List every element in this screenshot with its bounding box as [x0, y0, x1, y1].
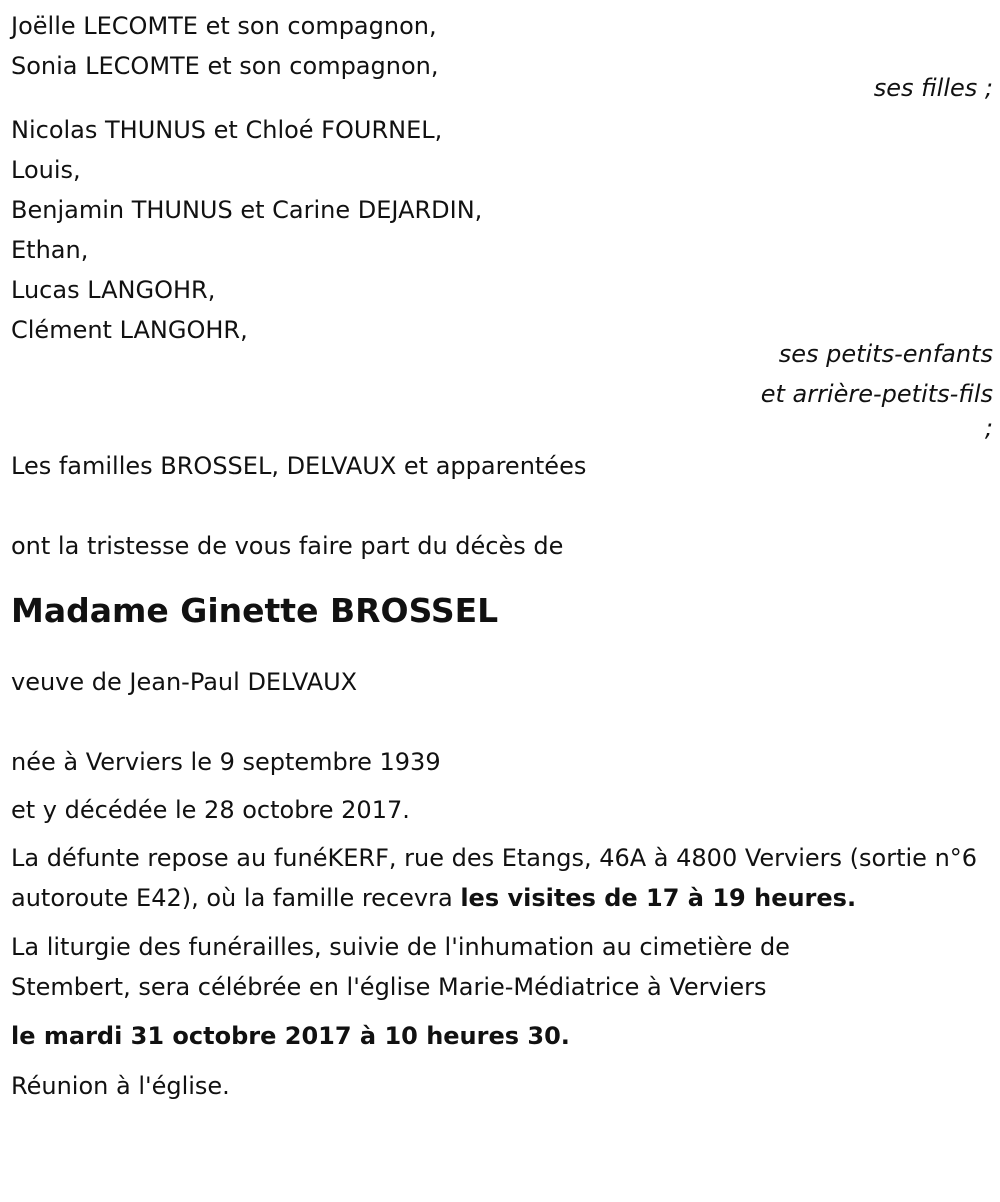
daughter-line: Joëlle LECOMTE et son compagnon, [11, 12, 437, 40]
ceremony-date-bold: le mardi 31 octobre 2017 à 10 heures 30. [11, 1022, 570, 1050]
grandchild-line: Lucas LANGOHR, [11, 276, 216, 304]
grandchildren-role-line: et arrière-petits-fils [760, 380, 993, 408]
rest-text: La défunte repose au funéKERF, rue des Etangs, 46A à 4800 Verviers (sortie n°6 autoroute E42), où la famille recevra [11, 844, 978, 912]
daughter-line: Sonia LECOMTE et son compagnon, [11, 52, 439, 80]
grandchildren-role-line: ; [984, 414, 993, 442]
liturgy-paragraph: La liturgie des funérailles, suivie de l'inhumation au cimetière de Stembert, sera célébrée en l'église Marie-Médiatrice à Verviers [11, 933, 790, 1001]
ceremony-date [11, 1016, 993, 1056]
rest-visits-bold: les visites de 17 à 19 heures. [460, 884, 857, 912]
grandchild-line: Nicolas THUNUS et Chloé FOURNEL, [11, 116, 443, 144]
announcement-line: ont la tristesse de vous faire part du décès de [11, 532, 564, 560]
families-line: Les familles BROSSEL, DELVAUX et apparentées [11, 452, 587, 480]
death-line: et y décédée le 28 octobre 2017. [11, 796, 410, 824]
deceased-name: Madame Ginette BROSSEL [11, 591, 499, 630]
grandchild-line: Ethan, [11, 236, 89, 264]
obituary-notice [11, 6, 993, 1106]
grandchild-line: Clément LANGOHR, [11, 316, 248, 344]
rest-paragraph [11, 838, 993, 918]
grandchild-line: Louis, [11, 156, 81, 184]
meeting-line: Réunion à l'église. [11, 1072, 230, 1100]
grandchildren-role-line: ses petits-enfants [778, 340, 993, 368]
grandchild-line: Benjamin THUNUS et Carine DEJARDIN, [11, 196, 483, 224]
daughters-role: ses filles ; [873, 74, 993, 102]
widow-of-line: veuve de Jean-Paul DELVAUX [11, 668, 358, 696]
birth-line: née à Verviers le 9 septembre 1939 [11, 748, 441, 776]
